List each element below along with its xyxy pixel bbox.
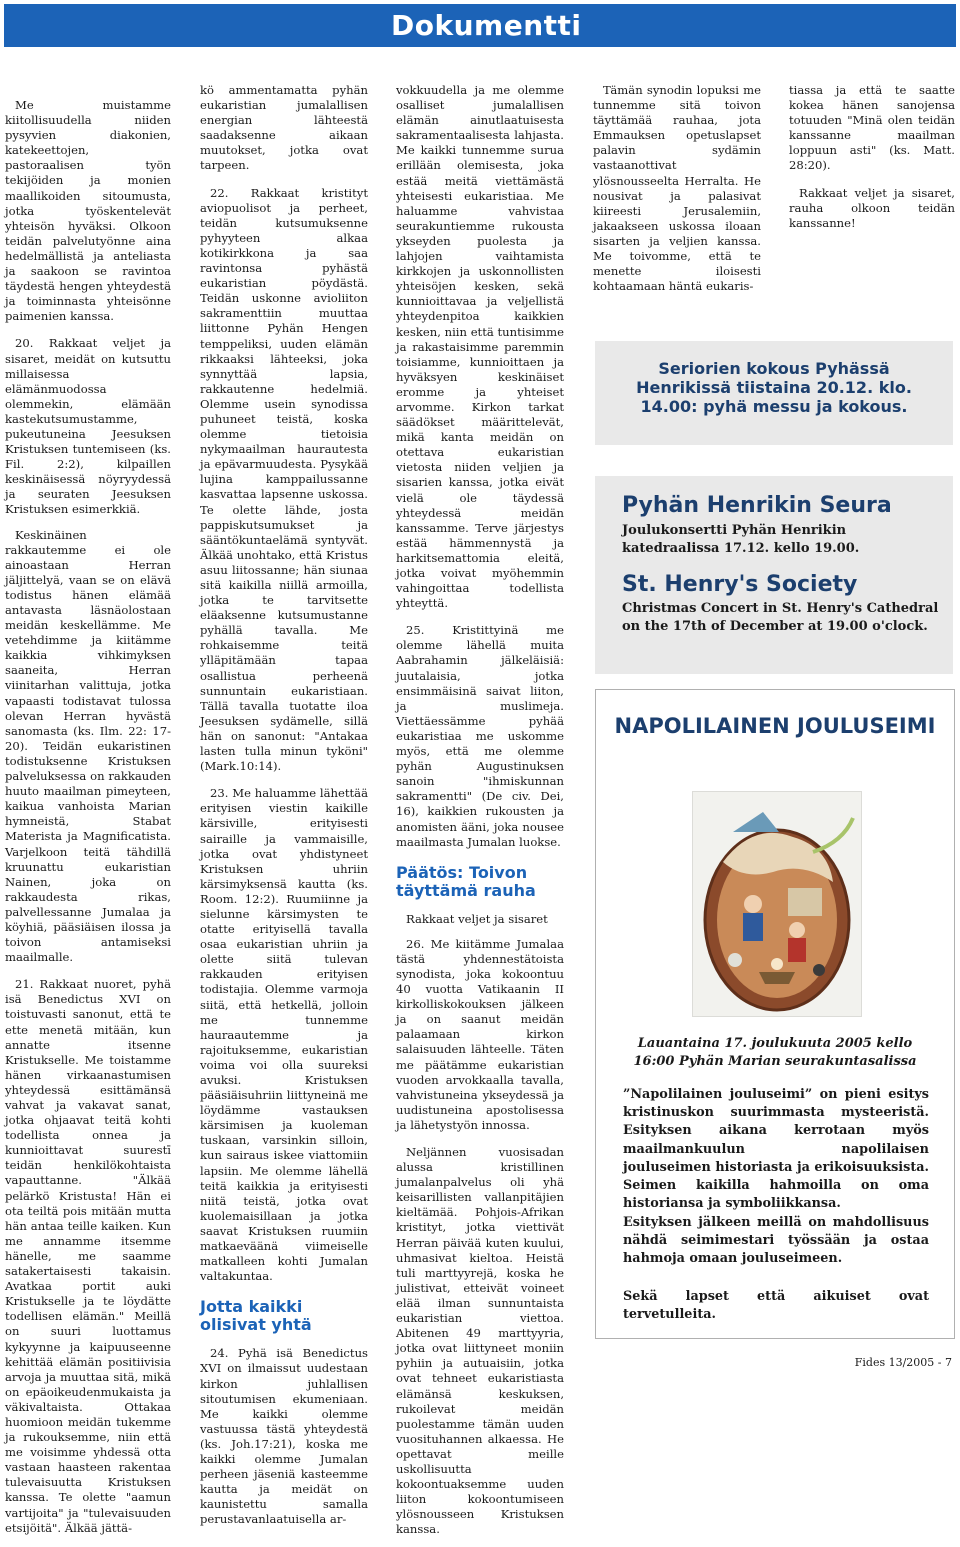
notice-text: Seriorien kokous Pyhässä Henrikissä tiistaina 20.12. klo. 14.00: pyhä messu ja kokous. [636,359,912,416]
paragraph: Keskinäinen rakkautemme ei ole ainoastaan Herran jäljittelyä, vaan se on elävä todistus hänen elämää antavasta läsnäolostaan meidän keskellämme. Me vetehdimme ja kiitämme kaikkia vihkimyksen saaneita, Herran viinitarhan valittuja, jotka vapaasti todistavat tulossa olevan Herran hyvästä sanomasta (ks. Ilm. 22: 17-20). Teidän eukaristinen todistuksenne Kristuksen palveluksessa on rakkauden huuto maailman pimeyteen, kaikua vanhoista Marian hymneistä, Stabat Materista ja Magnificatista. Varjelkoon teitä tähdillä kruunattu eukaristian Nainen, joka on rakkaudesta rikas, palvellessanne Jumalaa ja köyhiä, pääsiäisen ilossa ja toivon antamiseksi maailmalle. [5,527,171,965]
section-heading: Jotta kaikki olisivat yhtä [200,1297,312,1335]
paragraph: tiassa ja että te saatte kokea hänen sanojensa totuuden "Minä olen teidän kanssanne maailman loppuun asti" (ks. Matt. 28:20). [789,83,955,173]
nativity-scene-announcement [595,689,955,1339]
paragraph: 25. Kristittyinä me olemme lähellä muita Aabrahamin jälkeläisiä: juutalaisia, jotka ensimmäisinä saivat liiton, ja muslimeja. Viettäessämme pyhää eukaristiaa me uskomme myös, että me olemme pyhän Augustinuksen sanoin "ihmiskunnan sakramentti" (De civ. Dei, 16), kaikkien rukousten ja anomisten ääni, joka nousee maailmasta Jumalan luokse. [396,623,564,849]
paragraph: Tämän synodin lopuksi me tunnemme sitä toivon täyttämää rauhaa, jota Emmauksen opetuslapset palavin sydämin vastaanottivat ylösnousseelta Herralta. He nousivat ja palasivat kiireesti Jerusalemiin, jakaakseen uskossa iloaan sisarten ja veljien kanssa. Me toivomme, että te menette iloisesti kohtaamaan häntä eukaris- [593,83,761,294]
notice-title-finnish: Pyhän Henrikin Seura [622,493,892,518]
society-concert-notice [595,476,953,674]
paragraph: Neljännen vuosisadan alussa kristillinen jumalanpalvelus oli yhä keisarillisten vallanpitäjien kieltämää. Pohjois-Afrikan kristityt, jotka viettivät Herran päivää kuten kuului, uhmasivat kieltoa. Heistä tuli marttyyrejä, koska he julistivat, etteivät voineet elää ilman sunnuntaista eukaristian viettoa. Abitenen 49 marttyyria, jotka ovat liittyneet moniin pyhiin ja autuaisiin, jotka ovat tehneet eukaristiasta elämänsä keskuksen, rukoilevat meidän puolestamme tämän uuden vuosituhannen alkaessa. He opettavat meille uskollisuutta kokoontuaksemme uuden liiton kokoontumiseen ylösnousseen Kristuksen kanssa. [396,1145,564,1537]
paragraph: 26. Me kiitämme Jumalaa tästä yhdennestätoista synodista, joka kokoontuu 40 vuotta Vatikaanin II kirkolliskokouksen jälkeen ja on saanut meidän palaamaan kirkon salaisuuden lähteelle. Täten me päätämme eukaristian vuoden arvokkaalla tavalla, vahvistuneina ykseydessä ja uudistuneina apostolisessa ja lähetystyön innossa. [396,936,564,1132]
section-heading: Päätös: Toivon täyttämä rauha [396,862,536,900]
paragraph: Rakkaat veljet ja sisaret [406,911,548,926]
paragraph: vokkuudella ja me olemme osalliset jumalallisen elämän ainutlaatuisesta sakramentaalisesta lahjasta. Me kaikki tunnemme surua erillään olemisesta, joka estää meitä viettämästä yhteisesti eukaristiaa. Me haluamme vahvistaa seurakuntiemme rukousta ykseyden puolesta ja lahjojen vaihtamista kirkkojen ja uskonnollisten yhteisöjen kesken, sekä kunnioittavaa ja veljellistä yhteydenpitoa kaikkien kesken, niin että tuntisimme ja rakastaisimme paremmin toisiamme, kunnioittaen ja hyväksyen keskinäiset eromme ja yhteiset arvomme. Kirkon tarkat säädökset määrittelevät, mikä kanta meidän on otettava eukaristian vietosta niiden veljien ja sisarien kanssa, jotka eivät vielä ole täydessä yhteydessä meidän kanssamme. Terve järjestys estää hämmennystä ja harkitsemattomia eleitä, jotka voivat myöhemmin vahingoittaa todellista yhteyttä. [396,83,564,611]
notice-title-english: St. Henry's Society [622,572,858,597]
event-date: Lauantaina 17. joulukuuta 2005 kello 16:00 Pyhän Marian seurakuntasalissa [633,1036,917,1069]
notice-text-finnish: Joulukonsertti Pyhän Henrikin katedraalissa 17.12. kello 19.00. [622,523,860,556]
paragraph: 22. Rakkaat kristityt aviopuolisot ja perheet, teidän kutsumuksenne pyhyyteen alkaa kotikirkkona ja saa ravintonsa pyhästä eukaristian pöydästä. Teidän uskonne avioliiton sakramenttiin muuttaa liittonne Pyhän Hengen temppeliksi, uuden elämän rikkaaksi lähteeksi, joka synnyttää lapsia, rakkautenne hedelmiä. Olemme usein synodissa puhuneet teistä, koska olemme tietoisia nykymaailman haurautesta ja epävarmuudesta. Pysykää lujina kamppailussanne kasvattaa lapsenne uskossa. Te olette lähde, josta pappiskutsumukset ja sääntökuntaelämä syntyvät. Älkää unohtako, että Kristus asuu liitossanne; hän siunaa sitä kaikilla niillä armoilla, jotka te tarvitsette eläaksenne kutsumustanne pyhällä tavalla. Me rohkaisemme teitä ylläpitämään tapaa osallistua perheenä sunnuntain eukaristiaan. Tällä tavalla tuotatte iloa Jeesuksen sydämelle, sillä hän on sanonut: "Antakaa lasten tulla minun tyköni" (Mark.10:14). [200,185,368,774]
column-1 [5,98,171,1546]
paragraph: 20. Rakkaat veljet ja sisaret, meidät on kutsuttu millaisessa elämänmuodossa olemmekin, elämään kastekutsumustamme, pukeutuneina Jeesuksen Kristuksen tuntemiseen (ks. Fil. 2:2), kilpaillen keskinäisessä nöyryydessä ja seuraten Jeesuksen Kristuksen esimerkkiä. [5,336,171,517]
column-4 [593,83,761,304]
announcement-text: Sekä lapset että aikuiset ovat tervetulleita. [623,1289,929,1323]
header-bar [4,4,956,47]
paragraph: kö ammentamatta pyhän eukaristian jumalallisen energian lähteestä saadaksenne aikaan muutokset, jotka ovat tarpeen. [200,83,368,173]
nativity-scene-image [692,791,862,1017]
page-title: Dokumentti [391,9,582,42]
paragraph: Me muistamme kiitollisuudella niiden pysyvien diakonien, katekeettojen, pastoraalisen työn tekijöiden ja monien maallikoiden sitoumusta, jotka työskentelevät yhteisön hyväksi. Olkoon teidän palvelutyönne aina hedelmällistä ja anteliasta ja saakoon se ravintoa täydestä hengen yhteydestä ja toiminnasta yhteisönne paimenien kanssa. [5,98,171,324]
paragraph: 21. Rakkaat nuoret, pyhä isä Benedictus XVI on toistuvasti sanonut, että te ette menetä mitään, kun annatte itsenne Kristukselle. Me toistamme hänen virkaanastumisen yhteydessä esittämänsä vahvat ja vakavat sanat, jotka ohjaavat teitä kohti todellista onnea ja kunnioittavat suurestī teidän henkilökohtaista vapauttanne. "Älkää pelärkö Kristusta! Hän ei ota teiltä pois mitään mutta hän antaa teille kaiken. Kun me annamme itsemme hänelle, me saamme satakertaisesti takaisin. Avatkaa portit auki Kristukselle ja te löydätte todellisen elämän." Meillä on suuri luottamus kykyynne ja kaipuuseenne kehittää elämän positiivisia arvoja ja muuttaa sitä, mikä on epäoikeudenmukaista ja väkivaltaista. Ottakaa huomioon meidän tukemme ja rukouksemme, niin että me voisimme yhdessä otta vastaan haasteen rakentaa tulevaisuutta Kristuksen kanssa. Te olette "aamun vartijoita" ja "tulevaisuuden etsijöitä". Älkää jättä- [5,977,171,1535]
announcement-text: ”Napolilainen jouluseimi” on pieni esitys kristinuskon suurimmasta mysteeristä. Esityksen aikana kerrotaan myös maailmankuulun napolilaisen jouluseimen historiasta ja erikoisuuksista. Seimen kaikilla hahmoilla on oma historiansa ja symboliikkansa. [623,1087,929,1212]
announcement-text: Esityksen jälkeen meillä on mahdollisuus nähdä seimimestari työssään ja ostaa hahmoja omaan jouluseimeen. [623,1215,929,1267]
nativity-scene-illustration [693,792,861,1016]
column-5 [789,83,955,241]
notice-text-english: Christmas Concert in St. Henry's Cathedral on the 17th of December at 19.00 o'clock. [622,601,939,634]
paragraph: Rakkaat veljet ja sisaret, rauha olkoon teidän kanssanne! [789,185,955,230]
announcement-title: NAPOLILAINEN JOULUSEIMI [614,714,936,738]
page-footer: Fides 13/2005 - 7 [854,1356,952,1369]
senior-meeting-notice [595,341,953,445]
column-3 [396,83,564,1547]
column-2 [200,83,368,1537]
paragraph: 24. Pyhä isä Benedictus XVI on ilmaissut uudestaan kirkon juhlallisen sitoutumisen ekumeniaan. Me kaikki olemme vastuussa tästä yhteydestä (ks. Joh.17:21), koska me kaikki olemme Jumalan perheen jäseniä kasteemme kautta ja meidät on kaunistettu samalla perustavanlaatuisella ar- [200,1346,368,1527]
paragraph: 23. Me haluamme lähettää erityisen viestin kaikille kärsiville, erityisesti sairaille ja vammaisille, jotka ovat yhdistyneet Kristuksen uhriin kärsimyksensä kautta (ks. Room. 12:2). Ruumiinne ja sielunne kärsimysten te otatte erityisellä tavalla osaa eukaristian uhriin ja olette siitä tulevan rakkauden erityisen todistajia. Olemme varmoja siitä, että hetkellä, jolloin me tunnemme hauraautemme ja rajoituksemme, eukaristian voima voi olla suureksi avuksi. Kristuksen pääsiäisuhriin liittyneinä me löydämme vastauksen kärsimisen ja kuoleman tuskaan, varsinkin silloin, kun sairaus iskee viattomiin lapsiin. Me olemme lähellä teitä kaikkia ja erityisesti niitä teistä, jotka ovat kuolemaisillaan ja jotka saavat Kristuksen ruumiin matkaeväänä viimeiselle matkalleen kohti Jumalan valtakuntaa. [200,786,368,1284]
